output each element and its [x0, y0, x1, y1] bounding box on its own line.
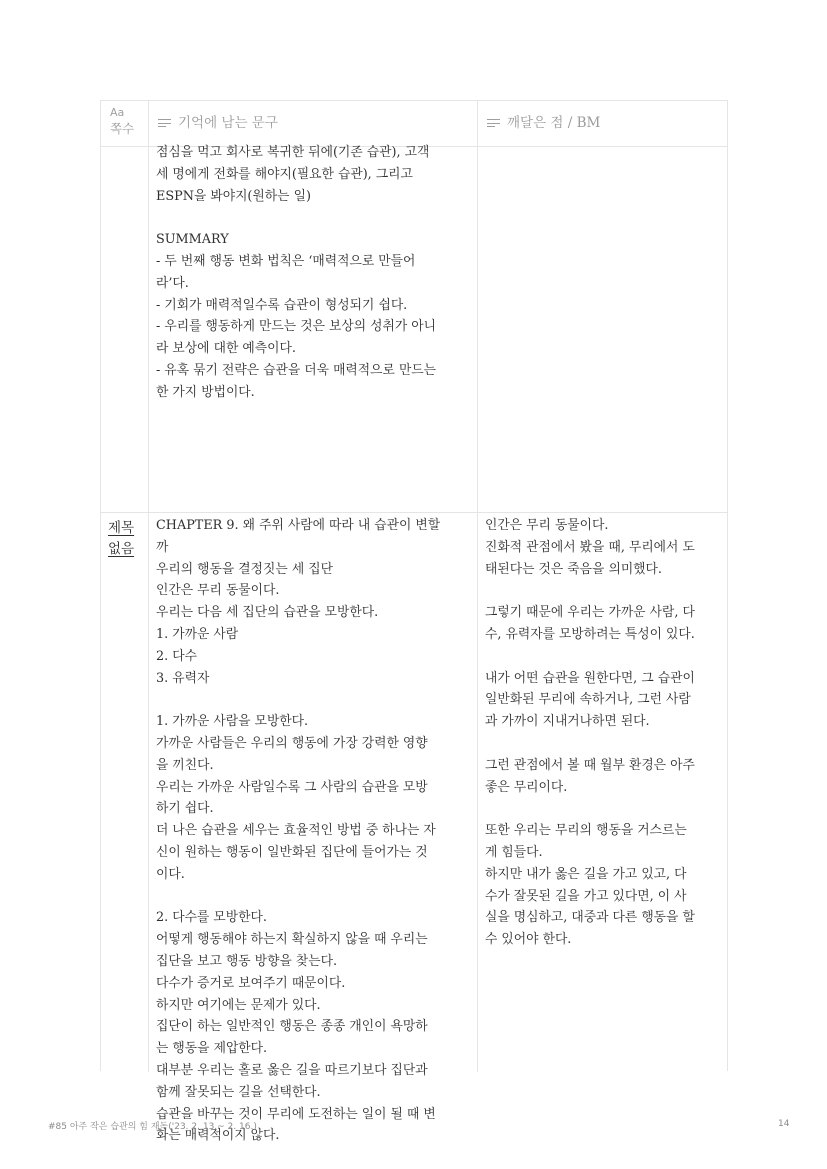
- text-line: 3. 유력자: [156, 670, 210, 686]
- text-line: 게 힘들다.: [485, 844, 543, 860]
- text-line: [485, 646, 695, 668]
- text-line: 까: [156, 539, 169, 555]
- table-row: [101, 147, 727, 513]
- text-line: [156, 689, 440, 711]
- text-line: 을 끼친다.: [156, 757, 214, 773]
- text-line: [156, 886, 440, 908]
- text-line: 는 행동을 제압한다.: [156, 1041, 268, 1057]
- row-title-cell[interactable]: [101, 513, 149, 1072]
- insight-cell[interactable]: [478, 147, 727, 512]
- footer-document-title: #85 아주 작은 습관의 힘 재독('23. 2. 13.~ 2. 16.): [48, 1122, 257, 1132]
- text-line: 우리는 가까운 사람일수록 그 사람의 습관을 모방: [156, 779, 428, 795]
- text-line: 하기 쉽다.: [156, 801, 214, 817]
- text-line: 화는 매력적이지 않다.: [156, 1128, 280, 1144]
- quote-cell[interactable]: [149, 147, 478, 512]
- text-line: 한 가지 방법이다.: [156, 384, 255, 400]
- text-line: 이다.: [156, 866, 185, 882]
- text-line: 세 명에게 전화를 해야지(필요한 습관), 그리고: [156, 166, 413, 182]
- lines-icon: [158, 118, 171, 129]
- text-line: 인간은 무리 동물이다.: [485, 518, 609, 533]
- text-line: 인간은 무리 동물이다.: [156, 583, 280, 599]
- text-line: ESPN을 봐야지(원하는 일): [156, 188, 311, 204]
- text-line: 라’다.: [156, 275, 189, 291]
- header-label-insight: 깨달은 점 / BM: [507, 115, 601, 131]
- text-line: [485, 798, 695, 820]
- insight-cell[interactable]: [478, 513, 727, 1072]
- text-line: [485, 733, 695, 755]
- footer-page-number: 14: [778, 1119, 790, 1129]
- text-line: 신이 원하는 행동이 일반화된 집단에 들어가는 것: [156, 844, 428, 860]
- text-line: 수, 유력자를 모방하려는 특성이 있다.: [485, 626, 695, 642]
- row-title-link[interactable]: [108, 518, 134, 560]
- quote-text: [156, 142, 436, 404]
- text-line: 하지만 내가 옳은 길을 가고 있고, 다: [485, 866, 687, 882]
- text-line: 내가 어떤 습관을 원한다면, 그 습관이: [485, 670, 695, 686]
- text-line: 1. 가까운 사람: [156, 626, 239, 642]
- header-cell-insight[interactable]: [478, 101, 727, 146]
- lines-icon: [487, 118, 500, 129]
- text-line: - 두 번째 행동 변화 법칙은 ‘매력적으로 만들어: [156, 253, 416, 269]
- text-line: 1. 가까운 사람을 모방한다.: [156, 714, 309, 730]
- text-line: 습관을 바꾸는 것이 무리에 도전하는 일이 될 때 변: [156, 1106, 436, 1122]
- row-title-line: 없음: [108, 541, 135, 557]
- quote-text: [156, 515, 440, 1147]
- text-line: 2. 다수: [156, 648, 198, 664]
- text-line: - 유혹 묶기 전략은 습관을 더욱 매력적으로 만드는: [156, 362, 437, 378]
- text-line: 집단이 하는 일반적인 행동은 종종 개인이 욕망하: [156, 1019, 428, 1035]
- text-line: 우리의 행동을 결정짓는 세 집단: [156, 561, 333, 577]
- text-line: 수가 잘못된 길을 가고 있다면, 이 사: [485, 888, 687, 904]
- text-line: 태된다는 것은 죽음을 의미했다.: [485, 561, 662, 577]
- header-label-quote: 기억에 남는 문구: [178, 115, 278, 131]
- text-line: 또한 우리는 무리의 행동을 거스르는: [485, 823, 687, 839]
- text-line: 실을 명심하고, 대중과 다른 행동을 할: [485, 910, 695, 926]
- text-line: 우리는 다음 세 집단의 습관을 모방한다.: [156, 605, 379, 621]
- header-label-page: 쪽수: [110, 121, 135, 136]
- text-line: 좋은 무리이다.: [485, 779, 568, 795]
- text-line: 진화적 관점에서 봤을 때, 무리에서 도: [485, 539, 695, 555]
- text-line: 함께 잘못되는 길을 선택한다.: [156, 1084, 321, 1100]
- text-line: [156, 207, 436, 229]
- text-line: 더 나은 습관을 세우는 효율적인 방법 중 하나는 자: [156, 823, 436, 839]
- text-line: 점심을 먹고 회사로 복귀한 뒤에(기존 습관), 고객: [156, 145, 430, 160]
- text-line: 라 보상에 대한 예측이다.: [156, 341, 296, 357]
- text-line: - 기회가 매력적일수록 습관이 형성되기 쉽다.: [156, 297, 408, 313]
- header-cell-page[interactable]: [101, 101, 149, 146]
- text-line: 가까운 사람들은 우리의 행동에 가장 강력한 영향: [156, 735, 428, 751]
- text-line: 하지만 여기에는 문제가 있다.: [156, 997, 321, 1013]
- text-line: 어떻게 행동해야 하는지 확실하지 않을 때 우리는: [156, 932, 428, 948]
- text-line: 그렇기 때문에 우리는 가까운 사람, 다: [485, 605, 695, 621]
- text-line: 2. 다수를 모방한다.: [156, 910, 267, 926]
- insight-text: [485, 515, 695, 951]
- row-title-line: 제목: [108, 520, 135, 536]
- text-line: 과 가까이 지내거나하면 된다.: [485, 714, 650, 730]
- text-line: SUMMARY: [156, 232, 229, 248]
- text-line: CHAPTER 9. 왜 주위 사람에 따라 내 습관이 변할: [156, 518, 441, 533]
- text-line: 수 있어야 한다.: [485, 932, 572, 948]
- row-title-cell[interactable]: [101, 147, 149, 512]
- text-line: - 우리를 행동하게 만드는 것은 보상의 성취가 아니: [156, 319, 437, 335]
- text-line: [485, 580, 695, 602]
- text-type-icon: Aa: [110, 106, 125, 119]
- text-line: 일반화된 무리에 속하거나, 그런 사람: [485, 692, 691, 708]
- table-header-row: [101, 101, 727, 147]
- text-line: 집단을 보고 행동 방향을 찾는다.: [156, 953, 338, 969]
- text-line: 다수가 증거로 보여주기 때문이다.: [156, 975, 346, 991]
- header-cell-quote[interactable]: [149, 101, 478, 146]
- text-line: 대부분 우리는 홀로 옳은 길을 따르기보다 집단과: [156, 1062, 428, 1078]
- text-line: 그런 관점에서 볼 때 월부 환경은 아주: [485, 757, 695, 773]
